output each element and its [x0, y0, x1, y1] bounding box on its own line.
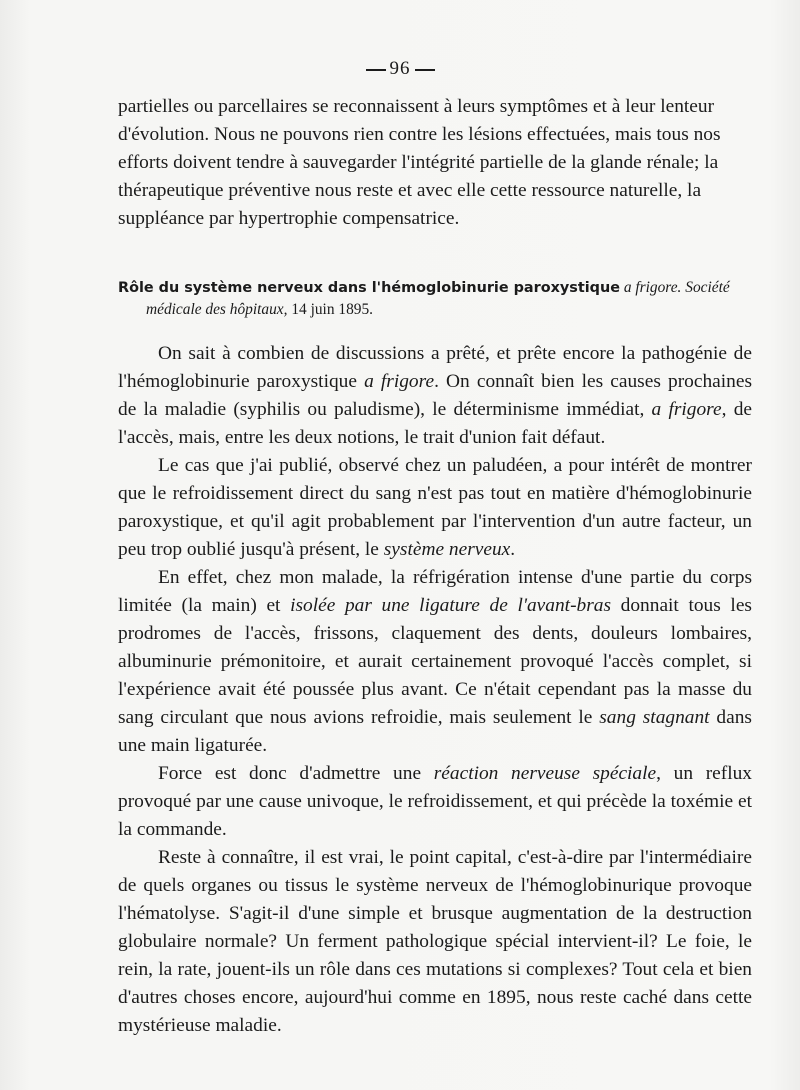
p3-text-e: dans une main ligaturée. [118, 707, 752, 756]
intro-line-5: suppléance par hypertrophie compensatrice. [118, 208, 460, 229]
intro-line-1: partielles ou parcellaires se reconnaissent à leurs symptômes et à leur lenteur [118, 96, 715, 117]
p2-text-c: . [510, 539, 516, 560]
heading-title-italic: a frigore. [623, 279, 682, 296]
paragraph-1 [118, 340, 752, 452]
heading-line-1 [118, 277, 752, 299]
p1-italic-a-frigore-2: a frigore [651, 399, 722, 420]
paragraph-3 [118, 564, 752, 760]
intro-line-3: efforts doivent tendre à sauvegarder l'intégrité partielle de la glande rénale; la [118, 152, 719, 173]
heading-source-1: Société [685, 279, 730, 296]
p4-text-c: , un reflux provoqué par une cause univoque, le refroidissement, et qui précède la toxémie et la commande. [118, 763, 752, 840]
p2-italic-systeme-nerveux: système nerveux [383, 539, 511, 560]
page-number [0, 58, 800, 80]
heading-title: Rôle du système nerveux dans l'hémoglobinurie paroxystique [118, 280, 620, 296]
p2-text-a: Le cas que j'ai publié, observé chez un paludéen, a pour intérêt de montrer que le refroidissement direct du sang n'est pas tout en matière d'hémoglobinurie paroxystique, et qu'il agit probablement par l'intervention d'un autre facteur, un peu trop oublié jusqu'à présent, le [118, 455, 752, 560]
p4-text-a: Force est donc d'admettre une [158, 763, 434, 784]
p1-text-c: . On connaît bien les causes prochaines de la maladie (syphilis ou paludisme), le déterminisme immédiat, [118, 371, 753, 420]
p1-italic-a-frigore: a frigore [364, 371, 435, 392]
p3-text-c: donnait tous les prodromes de l'accès, frissons, claquement des dents, douleurs lombaires, albuminurie prémonitoire, et aurait certainement provoqué l'accès complet, si l'expérience avait été poussée plus avant. Ce n'était cependant pas la masse du sang circulant que nous avions refroidie, mais seulement le [118, 595, 752, 728]
heading-date: 14 juin 1895. [291, 301, 374, 318]
right-dash [415, 69, 435, 71]
paragraph-5: Reste à connaître, il est vrai, le point capital, c'est-à-dire par l'intermédiaire de quels organes ou tissus le système nerveux de l'hémoglobinurique provoque l'hématolyse. S'agit-il d'une simple et brusque augmentation de la destruction globulaire normale? Un ferment pathologique spécial intervient-il? Le foie, le rein, la rate, jouent-ils un rôle dans ces mutations si complexes? Tout cela et bien d'autres choses encore, aujourd'hui comme en 1895, nous reste caché dans cette mystérieuse maladie. [118, 847, 752, 1036]
p3-italic-ligature: isolée par une ligature de l'avant-bras [290, 595, 612, 616]
intro-line-2: d'évolution. Nous ne pouvons rien contre les lésions effectuées, mais tous nos [118, 124, 721, 145]
heading-line-2 [118, 299, 752, 321]
p1-text-a: On sait à combien de discussions a prêté, et prête encore la pathogénie de l'hémoglobinurie paroxystique [118, 343, 752, 392]
p3-italic-sang-stagnant: sang stagnant [599, 707, 710, 728]
body-text [118, 340, 752, 1040]
paragraph-4 [118, 760, 752, 844]
p1-text-e: , de l'accès, mais, entre les deux notions, le trait d'union fait défaut. [118, 399, 753, 448]
p3-text-a: En effet, chez mon malade, la réfrigération intense d'une partie du corps limitée (la main) et [118, 567, 752, 616]
p4-italic-reaction: réaction nerveuse spéciale [433, 763, 657, 784]
paragraph-2 [118, 452, 752, 564]
intro-paragraph [118, 93, 752, 233]
page-number-value: 96 [389, 58, 411, 79]
heading-source-2: médicale des hôpitaux, [146, 301, 288, 318]
intro-line-4: thérapeutique préventive nous reste et avec elle cette ressource naturelle, la [118, 180, 702, 201]
left-dash [366, 69, 386, 71]
section-heading [118, 277, 752, 321]
